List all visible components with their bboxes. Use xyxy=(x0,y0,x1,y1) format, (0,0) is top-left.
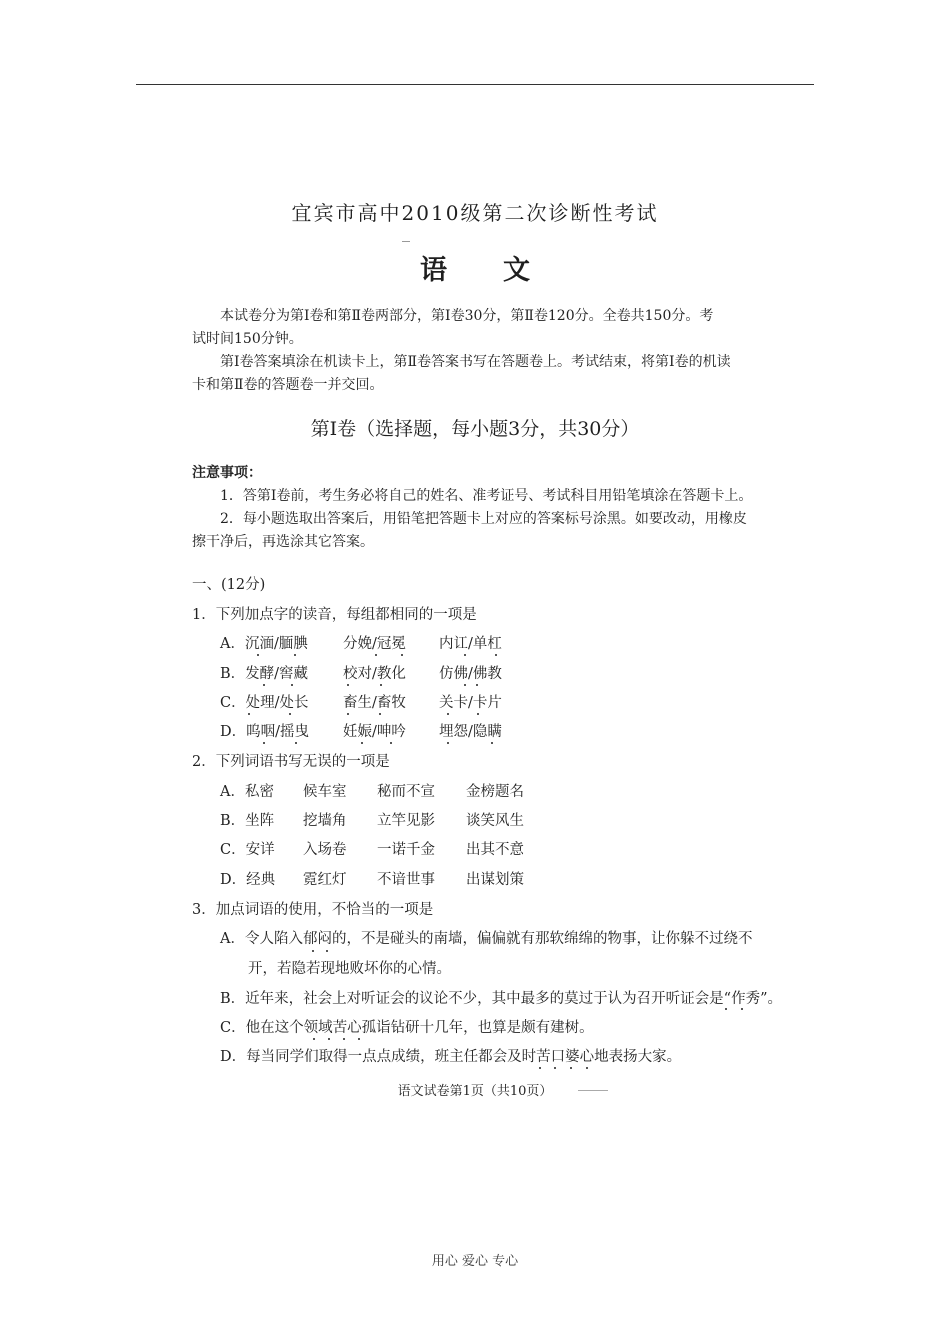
q1-option-b-col3: 仿佛/佛教 xyxy=(439,666,502,682)
q1-option-c-col2: 畜生/畜牧 xyxy=(343,695,406,711)
emphasis-dot xyxy=(725,1008,727,1010)
emphasis-dot xyxy=(401,654,403,656)
emphasis-dot xyxy=(447,713,449,715)
emphasis-dot xyxy=(328,1038,330,1040)
emphasis-dot xyxy=(248,713,250,715)
emphasis-dot xyxy=(294,654,296,656)
emphasis-dot xyxy=(263,742,265,744)
emphasis-dot xyxy=(361,742,363,744)
emphasis-dot xyxy=(491,742,493,744)
emphasis-dot xyxy=(476,684,478,686)
q2-option-b-col1: B．坐阵 xyxy=(220,813,275,829)
q2-option-a-col2: 候车室 xyxy=(303,784,347,800)
emphasis-dot xyxy=(390,742,392,744)
q1-option-c-col1: C．处理/处长 xyxy=(220,695,309,711)
emphasis-dot xyxy=(291,684,293,686)
intro-line-4: 卡和第Ⅱ卷的答题卷一并交回。 xyxy=(192,377,384,393)
emphasis-dot xyxy=(554,1067,556,1069)
q1-option-b-col1: B．发酵/窖藏 xyxy=(220,666,309,682)
emphasis-dot xyxy=(289,713,291,715)
emphasis-dot xyxy=(741,1008,743,1010)
page-footer: 语文试卷第1页（共10页） xyxy=(397,1084,553,1099)
emphasis-dot xyxy=(375,654,377,656)
intro-line-3: 第Ⅰ卷答案填涂在机读卡上，第Ⅱ卷答案书写在答题卷上。考试结束，将第Ⅰ卷的机读 xyxy=(220,354,731,370)
question-1-stem: 1．下列加点字的读音，每组都相同的一项是 xyxy=(192,607,477,623)
scan-mark xyxy=(578,1090,608,1091)
part-heading: 一、(12分) xyxy=(192,577,266,593)
emphasis-dot xyxy=(477,713,479,715)
q3-option-b: B．近年来，社会上对听证会的议论不少，其中最多的莫过于认为召开听证会是“作秀”。 xyxy=(220,991,782,1007)
emphasis-dot xyxy=(570,1067,572,1069)
q1-option-c-col3: 关卡/卡片 xyxy=(439,695,502,711)
emphasis-dot xyxy=(343,1038,345,1040)
emphasis-dot xyxy=(326,950,328,952)
q1-option-d-col3: 埋怨/隐瞒 xyxy=(439,724,502,740)
emphasis-dot xyxy=(312,950,314,952)
q1-option-a-col2: 分娩/冠冕 xyxy=(343,636,406,652)
emphasis-dot xyxy=(347,713,349,715)
scan-mark xyxy=(402,241,410,242)
q2-option-a-col3: 秘而不宣 xyxy=(377,784,435,800)
emphasis-dot xyxy=(586,1067,588,1069)
q3-option-a-cont: 开，若隐若现地败坏你的心情。 xyxy=(248,961,451,977)
q2-option-b-col3: 立竿见影 xyxy=(377,813,435,829)
bottom-motto: 用心 爱心 专心 xyxy=(431,1254,519,1269)
emphasis-dot xyxy=(358,1038,360,1040)
emphasis-dot xyxy=(313,1038,315,1040)
q2-option-c-col2: 入场卷 xyxy=(303,842,347,858)
intro-line-1: 本试卷分为第Ⅰ卷和第Ⅱ卷两部分，第Ⅰ卷30分，第Ⅱ卷120分。全卷共150分。考 xyxy=(220,308,714,324)
q3-option-a: A．令人陷入郁闷的，不是碰头的南墙，偏偏就有那软绵绵的物事，让你躲不过绕不 xyxy=(220,931,753,947)
emphasis-dot xyxy=(347,684,349,686)
emphasis-dot xyxy=(495,654,497,656)
subject-char-1: 语 xyxy=(420,255,447,286)
notice-item-1: 1．答第Ⅰ卷前，考生务必将自己的姓名、准考证号、考试科目用铅笔填涂在答题卡上。 xyxy=(220,488,753,504)
notice-item-2-cont: 擦干净后，再选涂其它答案。 xyxy=(192,534,374,550)
exam-title: 宜宾市高中2010级第二次诊断性考试 xyxy=(291,201,659,225)
q3-option-d: D．每当同学们取得一点点成绩，班主任都会及时苦口婆心地表扬大家。 xyxy=(220,1049,682,1065)
emphasis-dot xyxy=(379,713,381,715)
notice-title: 注意事项： xyxy=(192,465,262,481)
q2-option-c-col3: 一诺千金 xyxy=(377,842,435,858)
section-heading: 第Ⅰ卷（选择题，每小题3分，共30分） xyxy=(310,418,640,440)
subject-char-2: 文 xyxy=(503,255,530,286)
q1-option-d-col2: 妊娠/呻吟 xyxy=(343,724,406,740)
emphasis-dot xyxy=(464,654,466,656)
emphasis-dot xyxy=(539,1067,541,1069)
q2-option-b-col4: 谈笑风生 xyxy=(466,813,524,829)
q2-option-b-col2: 挖墙角 xyxy=(303,813,347,829)
emphasis-dot xyxy=(447,742,449,744)
emphasis-dot xyxy=(295,742,297,744)
subject-heading xyxy=(0,248,950,287)
q2-option-c-col4: 出其不意 xyxy=(466,842,524,858)
emphasis-dot xyxy=(257,654,259,656)
intro-line-2: 试时间150分钟。 xyxy=(192,331,303,347)
q1-option-a-col3: 内讧/单杠 xyxy=(439,636,502,652)
q1-option-b-col2: 校对/教化 xyxy=(343,666,406,682)
q2-option-a-col1: A．私密 xyxy=(220,784,274,800)
q2-option-d-col4: 出谋划策 xyxy=(466,872,524,888)
q2-option-a-col4: 金榜题名 xyxy=(466,784,524,800)
emphasis-dot xyxy=(380,684,382,686)
q3-option-c: C．他在这个领域苦心孤诣钻研十几年，也算是颇有建树。 xyxy=(220,1020,594,1036)
q1-option-d-col1: D．呜咽/摇曳 xyxy=(220,724,310,740)
question-2-stem: 2．下列词语书写无误的一项是 xyxy=(192,754,390,770)
emphasis-dot xyxy=(464,684,466,686)
question-3-stem: 3．加点词语的使用，不恰当的一项是 xyxy=(192,902,434,918)
emphasis-dot xyxy=(263,684,265,686)
q2-option-c-col1: C．安详 xyxy=(220,842,275,858)
q2-option-d-col3: 不谙世事 xyxy=(377,872,435,888)
q1-option-a-col1: A．沉湎/腼腆 xyxy=(220,636,308,652)
q2-option-d-col1: D．经典 xyxy=(220,872,276,888)
notice-item-2: 2．每小题选取出答案后，用铅笔把答题卡上对应的答案标号涂黑。如要改动，用橡皮 xyxy=(220,511,747,527)
header-rule xyxy=(136,84,814,85)
q2-option-d-col2: 霓红灯 xyxy=(303,872,347,888)
